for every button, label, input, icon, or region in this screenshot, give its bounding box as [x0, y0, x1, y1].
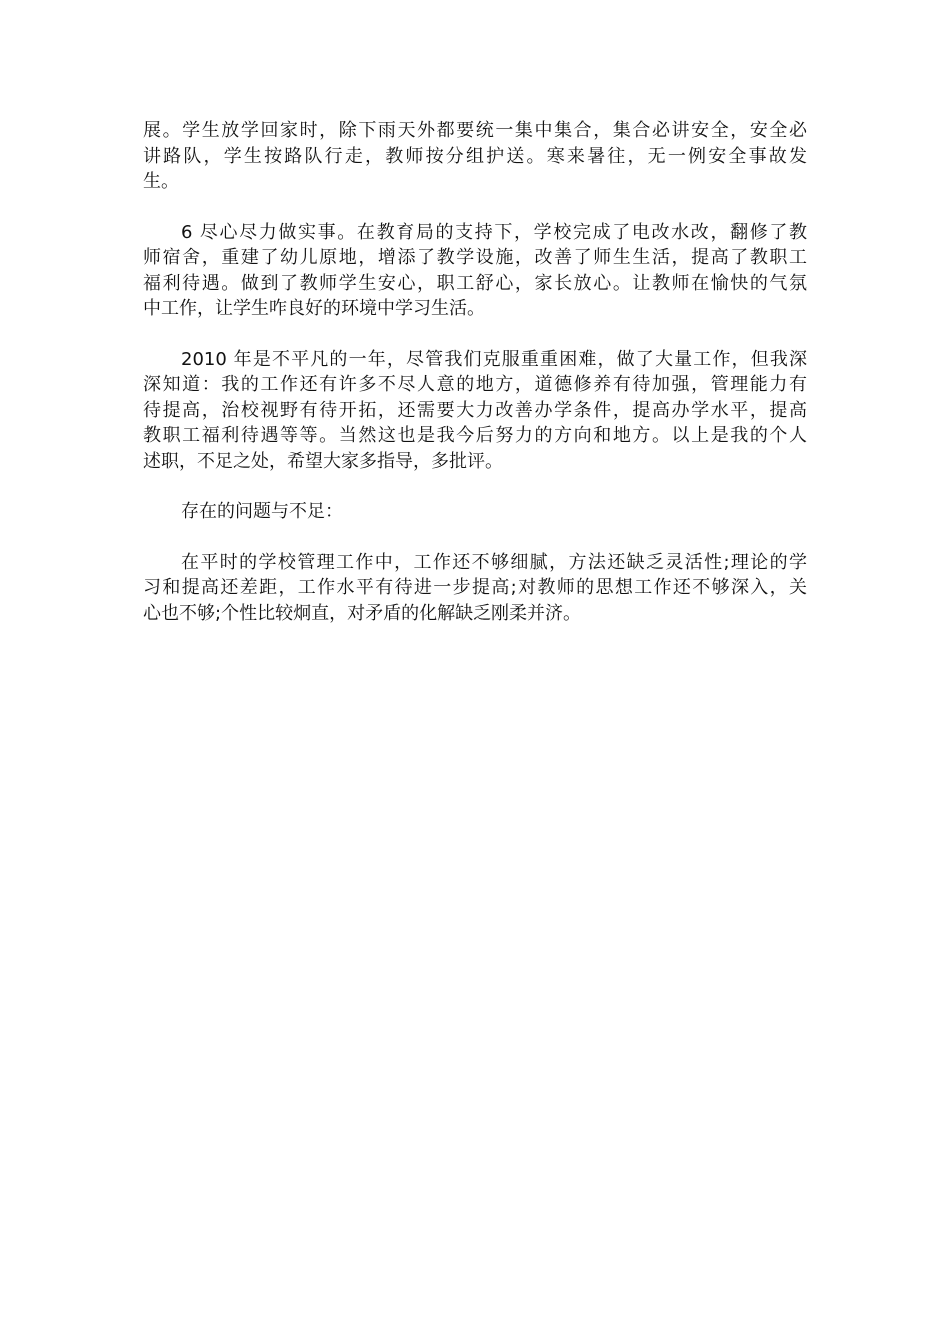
text-line: 生。: [143, 171, 179, 192]
text-line: 存在的问题与不足：: [181, 501, 343, 522]
paragraph-shortcomings: [143, 550, 807, 627]
paragraph-spacer: [143, 322, 807, 347]
text-line: 2010 年是不平凡的一年，尽管我们克服重重困难，做了大量工作，但我深: [181, 348, 807, 370]
text-line: 教职工福利待遇等等。当然这也是我今后努力的方向和地方。以上是我的个人: [143, 425, 807, 446]
text-line: 师宿舍，重建了幼儿原地，增添了教学设施，改善了师生生活，提高了教职工: [143, 247, 807, 268]
paragraph-spacer: [143, 195, 807, 220]
paragraph-practical-work: [143, 220, 807, 322]
text-line: 习和提高还差距，工作水平有待进一步提高;对教师的思想工作还不够深入，关: [143, 577, 807, 598]
text-line: 6 尽心尽力做实事。在教育局的支持下，学校完成了电改水改，翻修了教: [181, 221, 807, 243]
text-line: 述职，不足之处，希望大家多指导，多批评。: [143, 450, 503, 472]
text-line: 深知道：我的工作还有许多不尽人意的地方，道德修养有待加强，管理能力有: [143, 374, 807, 395]
text-line: 中工作，让学生咋良好的环境中学习生活。: [143, 298, 485, 319]
text-line: 心也不够;个性比较炯直，对矛盾的化解缺乏刚柔并济。: [143, 602, 582, 624]
text-line: 待提高，治校视野有待开拓，还需要大力改善办学条件，提高办学水平，提高: [143, 399, 807, 421]
text-line: 讲路队，学生按路队行走，教师按分组护送。寒来暑往，无一例安全事故发: [143, 145, 807, 167]
paragraph-spacer: [143, 474, 807, 499]
paragraph-spacer: [143, 525, 807, 550]
paragraph-safety-continued: [143, 118, 807, 195]
document-page: [143, 118, 807, 626]
text-line: 在平时的学校管理工作中，工作还不够细腻，方法还缺乏灵活性;理论的学: [181, 551, 807, 573]
paragraph-year-summary: [143, 347, 807, 475]
section-heading-problems: [143, 499, 807, 525]
text-line: 展。学生放学回家时，除下雨天外都要统一集中集合，集合必讲安全，安全必: [143, 120, 807, 141]
text-line: 福利待遇。做到了教师学生安心，职工舒心，家长放心。让教师在愉快的气氛: [143, 272, 807, 294]
